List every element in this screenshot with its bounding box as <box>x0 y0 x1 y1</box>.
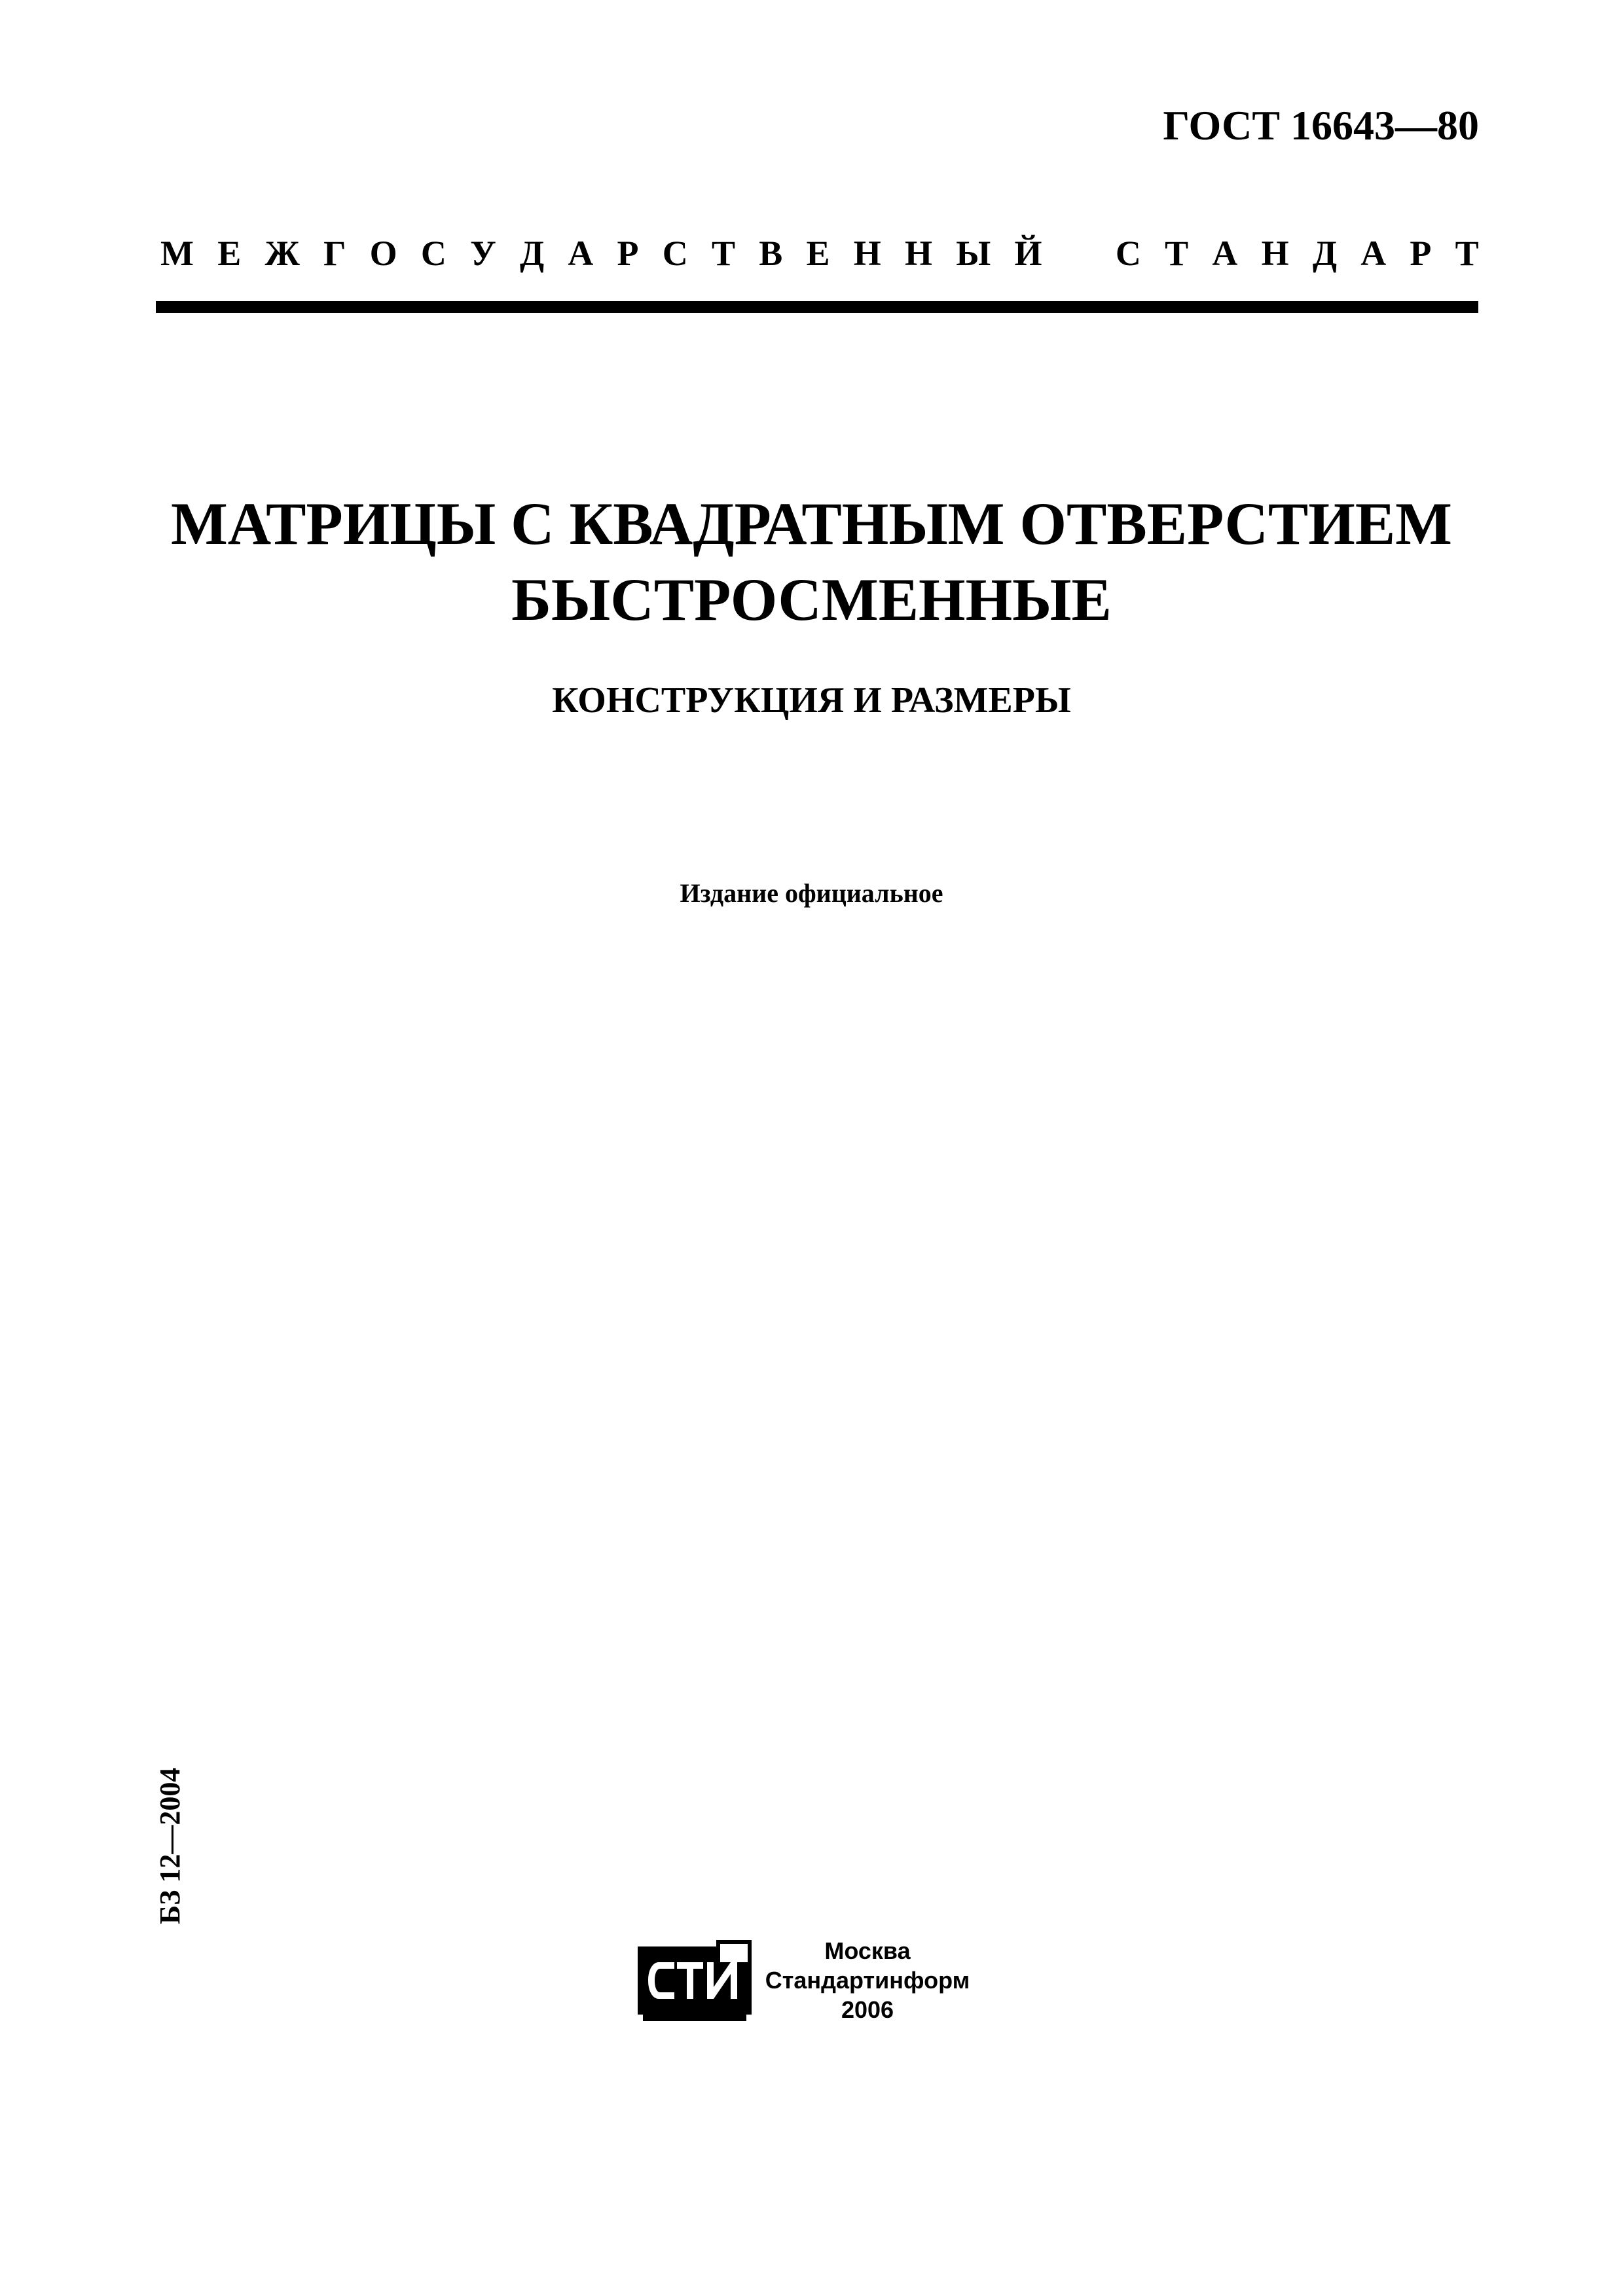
heading-letter: Ж <box>264 234 300 273</box>
heading-letter: Г <box>323 234 346 273</box>
heading-letter: Ы <box>956 234 991 273</box>
document-title <box>0 486 1623 637</box>
document-title-line-1: МАТРИЦЫ С КВАДРАТНЫМ ОТВЕРСТИЕМ <box>170 490 1453 557</box>
edition-note: Издание официальное <box>680 878 943 908</box>
heading-letter: М <box>160 234 194 273</box>
header-rule <box>156 301 1478 313</box>
heading-letter: А <box>1212 234 1238 273</box>
standartinform-logo-icon <box>634 1936 758 2025</box>
heading-letter: С <box>662 234 688 273</box>
document-subtitle: КОНСТРУКЦИЯ И РАЗМЕРЫ <box>552 680 1071 721</box>
heading-letter: Т <box>1455 234 1479 273</box>
publisher-name: Стандартинформ <box>765 1967 970 1994</box>
standard-number: ГОСТ 16643—80 <box>1163 102 1479 149</box>
heading-letter: Н <box>853 234 881 273</box>
publisher-city: Москва <box>824 1937 911 1964</box>
standard-type-heading <box>160 236 1479 271</box>
heading-letter: Р <box>1410 234 1432 273</box>
heading-letter: Д <box>519 234 545 273</box>
heading-letter: Д <box>1312 234 1337 273</box>
publisher-block <box>756 1936 979 2024</box>
heading-letter: Е <box>806 234 830 273</box>
heading-letter: Т <box>711 234 736 273</box>
document-title-line-2: БЫСТРОСМЕННЫЕ <box>511 566 1112 633</box>
heading-letter: О <box>369 234 397 273</box>
heading-letter: Е <box>217 234 242 273</box>
heading-letter: Т <box>1165 234 1189 273</box>
heading-letter: А <box>568 234 594 273</box>
heading-letter: А <box>1360 234 1387 273</box>
heading-letter: С <box>1115 234 1141 273</box>
word-gap <box>1066 236 1092 271</box>
heading-letter: Н <box>1261 234 1289 273</box>
publication-year: 2006 <box>841 1996 894 2023</box>
heading-letter: С <box>420 234 447 273</box>
side-catalog-mark: БЗ 12—2004 <box>154 1767 186 1924</box>
heading-letter: Н <box>904 234 932 273</box>
heading-letter: Р <box>617 234 639 273</box>
heading-letter: Й <box>1014 234 1042 273</box>
heading-letter: У <box>470 234 496 273</box>
heading-letter: В <box>759 234 783 273</box>
